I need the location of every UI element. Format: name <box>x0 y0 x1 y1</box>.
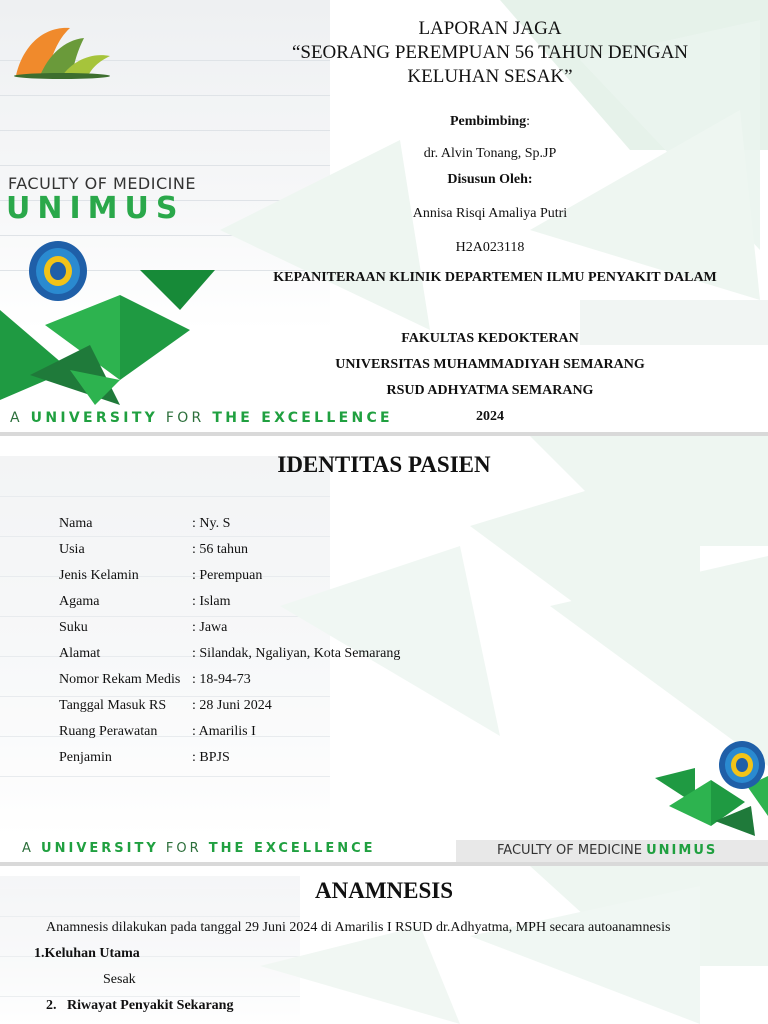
identity-row <box>59 698 272 714</box>
university-seal <box>28 240 88 302</box>
identity-value: : 56 tahun <box>192 542 248 557</box>
identity-value: : BPJS <box>192 750 230 765</box>
hospital-name: RSUD ADHYATMA SEMARANG <box>386 383 594 398</box>
identity-value: : Perempuan <box>192 568 263 583</box>
tagline-a: A <box>10 410 23 426</box>
identity-value: : 28 Juni 2024 <box>192 698 272 713</box>
unimus-leaf-logo <box>12 18 112 80</box>
author-label: Disusun Oleh: <box>447 172 533 187</box>
tagline-the-excellence: THE EXCELLENCE <box>212 410 393 426</box>
tagline-university: UNIVERSITY <box>41 841 159 856</box>
unimus-wordmark: UNIMUS <box>6 191 185 226</box>
faculty-of-medicine-text: FACULTY OF MEDICINE <box>8 174 196 193</box>
identity-row <box>59 646 400 662</box>
cover-title-line-2: “SEORANG PEREMPUAN 56 TAHUN DENGAN <box>291 42 689 63</box>
identity-label: Alamat <box>59 646 101 661</box>
identity-row <box>59 516 230 532</box>
footer-faculty-strip <box>456 840 768 862</box>
identity-label: Nomor Rekam Medis <box>59 672 181 687</box>
identity-label: Tanggal Masuk RS <box>59 698 167 713</box>
tagline <box>10 410 393 426</box>
cover-year: 2024 <box>476 409 504 424</box>
identity-value: : Silandak, Ngaliyan, Kota Semarang <box>192 646 401 661</box>
cover-title-line-3: KELUHAN SESAK” <box>407 66 573 87</box>
supervisor-name: dr. Alvin Tonang, Sp.JP <box>423 146 557 161</box>
program-name: KEPANITERAAN KLINIK DEPARTEMEN ILMU PENYAKIT DALAM <box>273 270 717 285</box>
author-id: H2A023118 <box>455 240 525 255</box>
tagline-for: FOR <box>165 841 202 856</box>
identity-row <box>59 594 231 610</box>
identity-row <box>59 542 248 558</box>
tagline-university: UNIVERSITY <box>30 410 159 426</box>
supervisor-line <box>230 114 750 130</box>
identity-row <box>59 672 251 688</box>
footer-faculty-text <box>497 843 717 858</box>
university-seal <box>718 740 766 790</box>
faculty-name: FAKULTAS KEDOKTERAN <box>401 331 579 346</box>
footer-tagline <box>22 841 376 856</box>
tagline-the-excellence: THE EXCELLENCE <box>208 841 376 856</box>
identity-value: : 18-94-73 <box>192 672 251 687</box>
identity-value: : Amarilis I <box>192 724 256 739</box>
cover-title-line-1: LAPORAN JAGA <box>418 18 562 39</box>
tagline-for: FOR <box>165 410 205 426</box>
identity-label: Suku <box>59 620 88 635</box>
identity-label: Jenis Kelamin <box>59 568 139 583</box>
tagline-a: A <box>22 841 34 856</box>
identity-label: Penjamin <box>59 750 112 765</box>
patient-identity-slide <box>0 436 768 862</box>
identity-heading: IDENTITAS PASIEN <box>277 452 491 477</box>
identity-row <box>59 750 230 766</box>
identity-label: Agama <box>59 594 100 609</box>
author-name: Annisa Risqi Amaliya Putri <box>412 206 568 221</box>
present-illness-number: 2. <box>46 998 57 1013</box>
identity-row <box>59 620 227 636</box>
identity-value: : Jawa <box>192 620 228 635</box>
university-name: UNIVERSITAS MUHAMMADIYAH SEMARANG <box>335 357 645 372</box>
supervisor-label: Pembimbing <box>449 114 527 129</box>
anamnesis-heading: ANAMNESIS <box>314 878 454 903</box>
chief-complaint-value: Sesak <box>103 972 136 987</box>
anamnesis-slide <box>0 866 768 1024</box>
chief-complaint-title: 1.Keluhan Utama <box>34 946 140 961</box>
identity-row <box>59 724 256 740</box>
identity-value: : Ny. S <box>192 516 231 531</box>
footer-unimus: UNIMUS <box>646 843 718 858</box>
identity-label: Ruang Perawatan <box>59 724 158 739</box>
cover-slide <box>0 0 768 432</box>
identity-value: : Islam <box>192 594 231 609</box>
identity-label: Nama <box>59 516 93 531</box>
supervisor-colon: : <box>526 114 531 129</box>
present-illness-title: Riwayat Penyakit Sekarang <box>67 998 234 1013</box>
identity-label: Usia <box>59 542 85 557</box>
identity-row <box>59 568 262 584</box>
footer-faculty-of-medicine: FACULTY OF MEDICINE <box>497 843 642 858</box>
anamnesis-intro: Anamnesis dilakukan pada tanggal 29 Juni 2024 di Amarilis I RSUD dr.Adhyatma, MPH secara autoanamnesis <box>46 920 671 935</box>
